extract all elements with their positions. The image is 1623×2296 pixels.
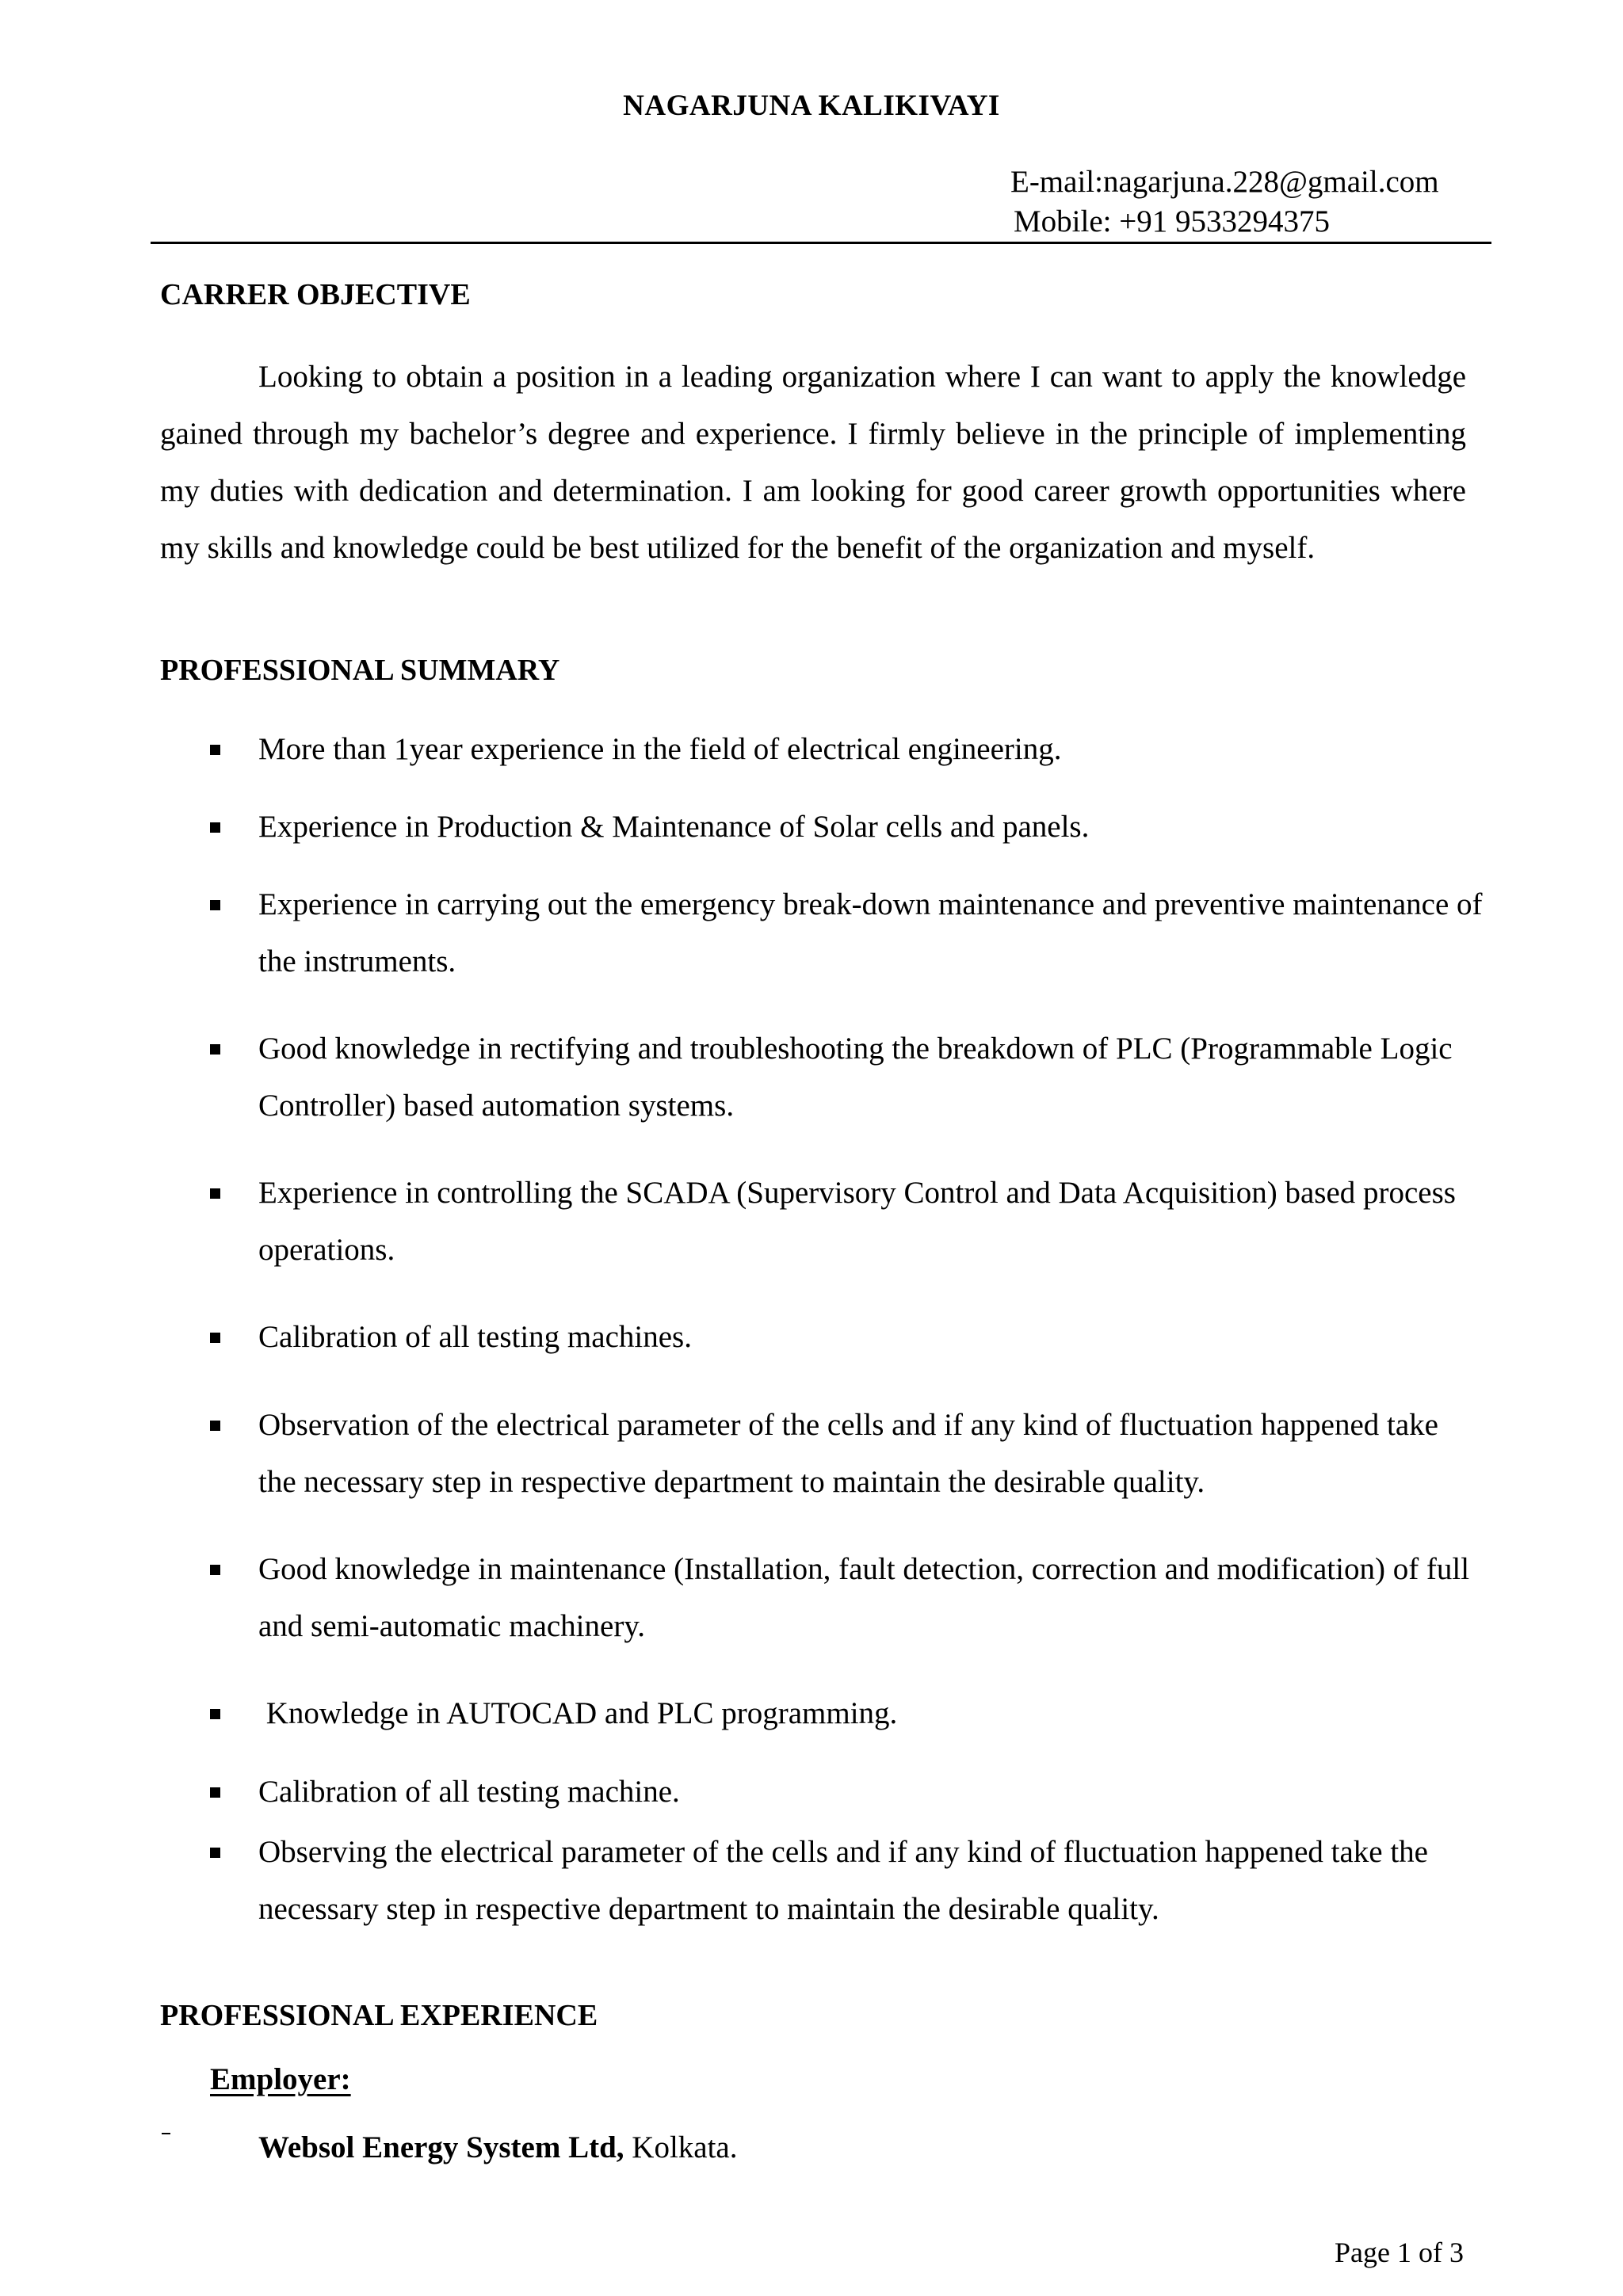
- square-bullet-icon: [210, 1044, 220, 1055]
- square-bullet-icon: [210, 822, 220, 833]
- list-item-text: Experience in carrying out the emergency break-down maintenance and preventive maintenance of the instruments.: [258, 887, 1483, 978]
- company-line: [258, 2130, 738, 2165]
- experience-heading: PROFESSIONAL EXPERIENCE: [160, 1999, 598, 2032]
- mobile-line: Mobile: +91 9533294375: [1014, 204, 1330, 238]
- square-bullet-icon: [210, 1188, 220, 1199]
- summary-heading: PROFESSIONAL SUMMARY: [160, 654, 560, 687]
- email-line: E-mail:nagarjuna.228@gmail.com: [1010, 165, 1439, 199]
- square-bullet-icon: [210, 1565, 220, 1575]
- header-divider: [151, 242, 1491, 244]
- stray-dash-mark: [162, 2133, 170, 2134]
- contact-block: [1010, 162, 1439, 242]
- list-item-text: Experience in Production & Maintenance of Solar cells and panels.: [258, 810, 1090, 844]
- square-bullet-icon: [210, 1709, 220, 1719]
- list-item-text: Calibration of all testing machine.: [258, 1775, 680, 1809]
- list-item-text: Knowledge in AUTOCAD and PLC programming.: [258, 1696, 898, 1730]
- square-bullet-icon: [210, 900, 220, 910]
- employer-label: Employer:: [210, 2062, 351, 2096]
- list-item-text: Calibration of all testing machines.: [258, 1320, 692, 1354]
- company-location: Kolkata.: [624, 2130, 738, 2164]
- list-item-text: Good knowledge in maintenance (Installation, fault detection, correction and modification) of full and semi-automatic machinery.: [258, 1552, 1470, 1643]
- square-bullet-icon: [210, 1848, 220, 1858]
- list-item-text: More than 1year experience in the field of electrical engineering.: [258, 732, 1062, 766]
- objective-text: Looking to obtain a position in a leading organization where I can want to apply the knowledge gained through my bachelor’s degree and experience. I firmly believe in the principle of implementing my duties with dedication and determination. I am looking for good career growth opportunities where my skills and knowledge could be best utilized for the benefit of the organization and myself.: [160, 360, 1466, 565]
- square-bullet-icon: [210, 1787, 220, 1798]
- square-bullet-icon: [210, 1333, 220, 1343]
- square-bullet-icon: [210, 745, 220, 755]
- list-item-text: Observing the electrical parameter of the cells and if any kind of fluctuation happened take the necessary step in respective department to maintain the desirable quality.: [258, 1835, 1428, 1926]
- list-item-text: Good knowledge in rectifying and troubleshooting the breakdown of PLC (Programmable Logic Controller) based automation systems.: [258, 1032, 1453, 1123]
- candidate-name: NAGARJUNA KALIKIVAYI: [623, 90, 1000, 122]
- list-item-text: Experience in controlling the SCADA (Supervisory Control and Data Acquisition) based process operations.: [258, 1176, 1456, 1267]
- objective-heading: CARRER OBJECTIVE: [160, 278, 471, 311]
- page-number: Page 1 of 3: [1335, 2237, 1464, 2268]
- list-item-text: Observation of the electrical parameter of the cells and if any kind of fluctuation happened take the necessary step in respective department to maintain the desirable quality.: [258, 1408, 1438, 1499]
- company-name: Websol Energy System Ltd,: [258, 2130, 624, 2164]
- square-bullet-icon: [210, 1421, 220, 1431]
